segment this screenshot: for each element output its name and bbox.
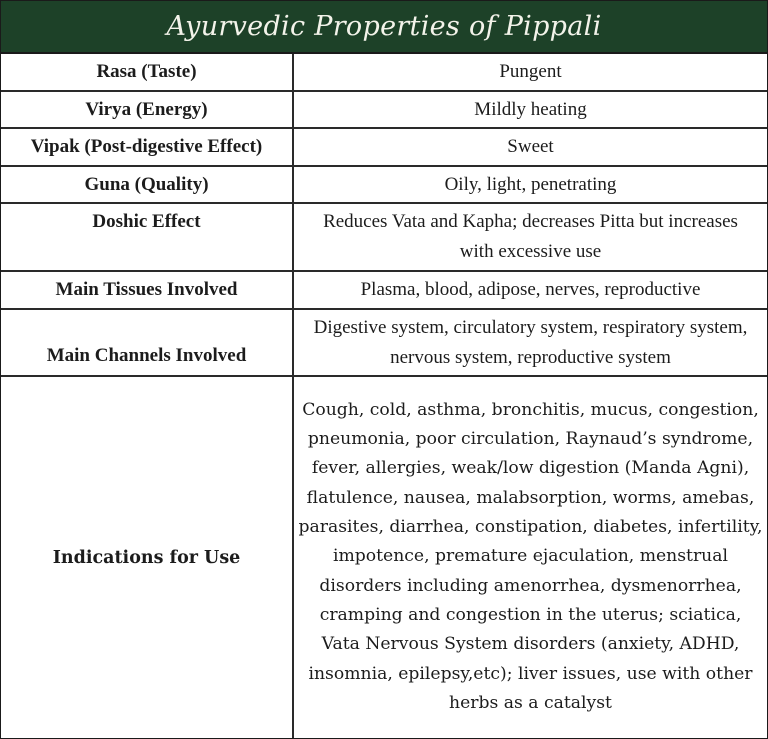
- row-value: Sweet: [293, 128, 767, 166]
- row-label: Virya (Energy): [1, 91, 293, 128]
- row-value: Pungent: [293, 54, 767, 91]
- row-label: Rasa (Taste): [1, 54, 293, 91]
- table-row-indications: [1, 376, 767, 738]
- title-bar: [1, 1, 767, 54]
- table-row-guna: [1, 166, 767, 203]
- row-value: Oily, light, penetrating: [293, 166, 767, 203]
- table-row-doshic-effect: [1, 203, 767, 271]
- table-row-rasa: [1, 54, 767, 91]
- row-value: Reduces Vata and Kapha; decreases Pitta but increases with excessive use: [293, 203, 767, 271]
- table-row-vipak: [1, 128, 767, 166]
- row-label: Indications for Use: [1, 376, 293, 738]
- row-value: Mildly heating: [293, 91, 767, 128]
- page-title: Ayurvedic Properties of Pippali: [166, 11, 602, 42]
- table-row-virya: [1, 91, 767, 128]
- row-value: Cough, cold, asthma, bronchitis, mucus, congestion, pneumonia, poor circulation, Raynaud’s syndrome, fever, allergies, weak/low digestion (Manda Agni), flatulence, nausea, malabsorption, worms, amebas, parasites, diarrhea, constipation, diabetes, infertility, impotence, premature ejaculation, menstrual disorders including amenorrhea, dysmenorrhea, cramping and congestion in the uterus; sciatica, Vata Nervous System disorders (anxiety, ADHD, insomnia, epilepsy,etc); liver issues, use with other herbs as a catalyst: [293, 376, 767, 738]
- properties-table: [1, 54, 767, 738]
- row-value: Plasma, blood, adipose, nerves, reproductive: [293, 271, 767, 309]
- row-label: Vipak (Post-digestive Effect): [1, 128, 293, 166]
- row-value: Digestive system, circulatory system, respiratory system, nervous system, reproductive system: [293, 309, 767, 376]
- row-label: Guna (Quality): [1, 166, 293, 203]
- row-label: Main Channels Involved: [1, 309, 293, 376]
- row-label: Main Tissues Involved: [1, 271, 293, 309]
- table-row-main-channels: [1, 309, 767, 376]
- row-label: Doshic Effect: [1, 203, 293, 271]
- table-row-main-tissues: [1, 271, 767, 309]
